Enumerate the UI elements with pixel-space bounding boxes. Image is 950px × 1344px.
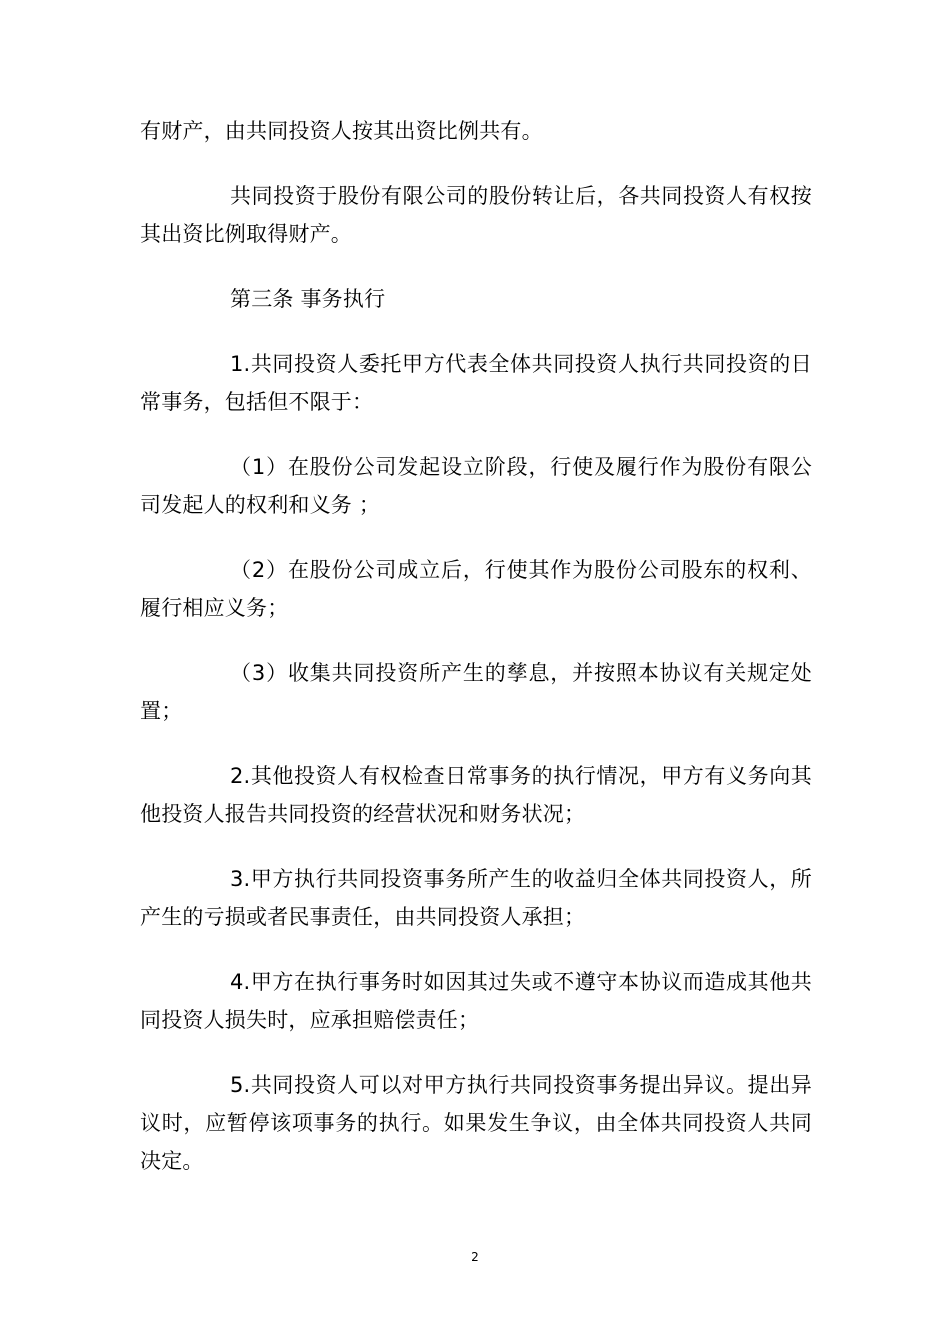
clause-4: 4.甲方在执行事务时如因其过失或不遵守本协议而造成其他共同投资人损失时，应承担赔偿责任； <box>140 970 812 1032</box>
clause-1-item-2: （2）在股份公司成立后，行使其作为股份公司股东的权利、履行相应义务； <box>140 558 812 620</box>
paragraph-share-transfer: 共同投资于股份有限公司的股份转让后，各共同投资人有权按其出资比例取得财产。 <box>140 184 812 246</box>
clause-1: 1.共同投资人委托甲方代表全体共同投资人执行共同投资的日常事务，包括但不限于： <box>140 352 812 414</box>
clause-1-item-1: （1）在股份公司发起设立阶段，行使及履行作为股份有限公司发起人的权利和义务 ； <box>140 455 812 517</box>
section-heading-article-3: 第三条 事务执行 <box>230 287 386 311</box>
clause-5: 5.共同投资人可以对甲方执行共同投资事务提出异议。提出异议时，应暂停该项事务的执行。如果发生争议，由全体共同投资人共同决定。 <box>140 1073 812 1173</box>
paragraph-continuation: 有财产，由共同投资人按其出资比例共有。 <box>140 119 543 143</box>
document-body <box>140 112 812 1207</box>
clause-1-item-3: （3）收集共同投资所产生的孳息，并按照本协议有关规定处置； <box>140 661 812 723</box>
clause-2: 2.其他投资人有权检查日常事务的执行情况，甲方有义务向其他投资人报告共同投资的经营状况和财务状况； <box>140 764 812 826</box>
page-number: 2 <box>471 1250 479 1264</box>
clause-3: 3.甲方执行共同投资事务所产生的收益归全体共同投资人，所产生的亏损或者民事责任，由共同投资人承担； <box>140 867 812 929</box>
